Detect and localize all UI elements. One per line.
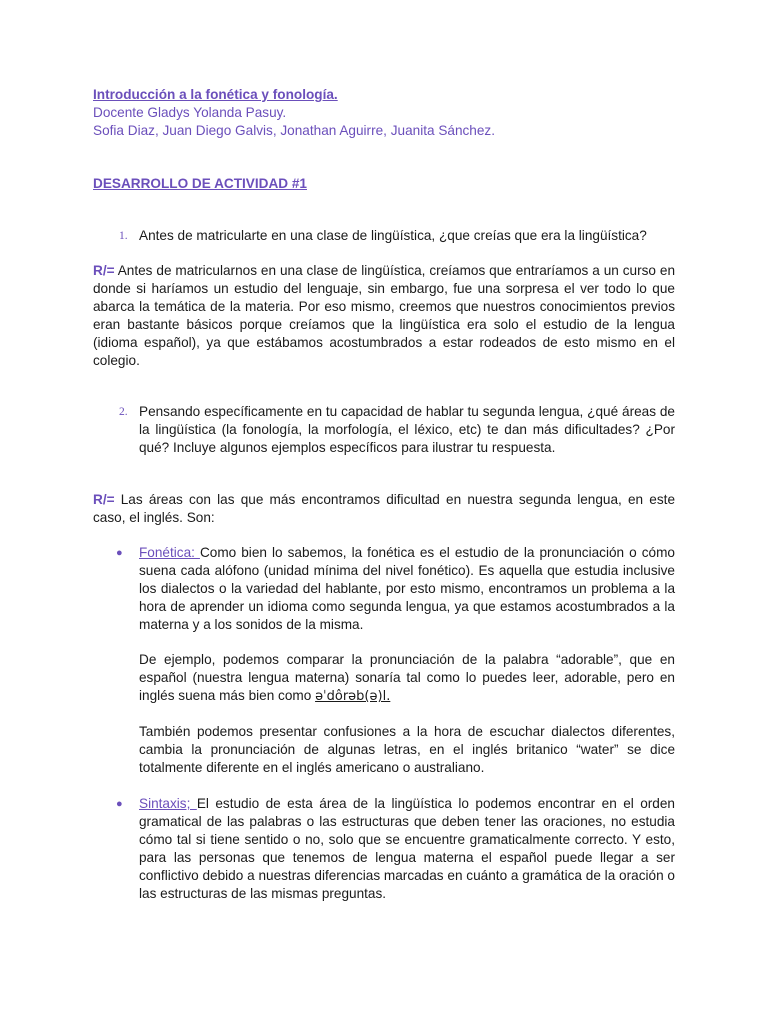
bullet-icon: ● <box>116 798 123 810</box>
area-text: Como bien lo sabemos, la fonética es el estudio de la pronunciación o cómo suena cada alófono (unidad mínima del nivel fonético). Es aquella que estudia inclusive los dialectos o la variedad del hablante, por esto mismo, encontramos un problema a la hora de aprender un idioma como segunda lengua, ya que estamos acostumbrados a la materna y a los sonidos de la misma. <box>139 545 675 632</box>
answer-paragraph <box>93 262 675 370</box>
question-number: 1. <box>119 230 128 242</box>
question-text: Antes de matricularte en una clase de lingüística, ¿que creías que era la lingüística? <box>139 228 647 243</box>
answer-1 <box>93 262 675 370</box>
example-paragraph <box>139 651 675 706</box>
activity-heading <box>93 175 675 193</box>
activity-title: DESARROLLO DE ACTIVIDAD #1 <box>93 176 307 191</box>
answer-label: R/= <box>93 492 115 507</box>
area-phonetics-extra <box>93 723 675 777</box>
question-text: Pensando específicamente en tu capacidad de hablar tu segunda lengua, ¿qué áreas de la lingüística (la fonología, la morfología, el léxico, etc) te dan más dificultades? ¿Por qué? Incluye algunos ejemplos específicos para ilustrar tu respuesta. <box>139 404 675 455</box>
area-term: Fonética: <box>139 545 200 560</box>
extra-paragraph: También podemos presentar confusiones a la hora de escuchar dialectos diferentes, cambia la pronunciación de algunas letras, en el inglés britanico “water” se dice totalmente diferente en el inglés americano o australiano. <box>139 724 675 775</box>
answer-paragraph <box>93 491 675 527</box>
area-text: El estudio de esta área de la lingüística lo podemos encontrar en el orden gramatical de las palabras o las estructuras que deben tener las oraciones, no estudia cómo tal si tiene sentido o no, solo que se encuentre gramaticalmente correcto. Y esto, para las personas que tenemos de lengua materna el español puede llegar a ser conflictivo debido a nuestras diferencias marcadas en cuánto a gramática de la oración o las estructuras de las mismas preguntas. <box>139 796 675 901</box>
area-description <box>139 795 675 903</box>
course-title: Introducción a la fonética y fonología. <box>93 87 338 102</box>
answer-text: Las áreas con las que más encontramos dificultad en nuestra segunda lengua, en este caso, el inglés. Son: <box>93 492 675 525</box>
author-names: Sofia Diaz, Juan Diego Galvis, Jonathan Aguirre, Juanita Sánchez. <box>93 123 496 138</box>
question-number: 2. <box>119 406 128 418</box>
question-1 <box>93 227 675 245</box>
bullet-icon: ● <box>116 547 123 559</box>
answer-label: R/= <box>93 263 115 278</box>
ipa-transcription: əˈdôrəb(ə)l. <box>315 689 391 704</box>
document-header <box>93 86 675 140</box>
area-phonetics-example <box>93 651 675 706</box>
area-term: Sintaxis; <box>139 796 197 811</box>
question-2 <box>93 403 675 457</box>
area-description <box>139 544 675 634</box>
answer-text: Antes de matricularnos en una clase de lingüística, creíamos que entraríamos a un curso en donde si haríamos un estudio del lenguaje, sin embargo, fue una sorpresa el ver todo lo que abarca la temática de la materia. Por eso mismo, creemos que nuestros conocimientos previos eran bastante básicos porque creíamos que la lingüística era solo el estudio de la lengua (idioma español), ya que estábamos acostumbrados a estar rodeados de esto mismo en el colegio. <box>93 263 675 368</box>
area-phonetics <box>93 544 675 634</box>
example-text: De ejemplo, podemos comparar la pronunciación de la palabra “adorable”, que en español (nuestra lengua materna) sonaría tal como lo puedes leer, adorable, pero en inglés suena más bien como <box>139 652 675 703</box>
teacher-name: Docente Gladys Yolanda Pasuy. <box>93 105 287 120</box>
answer-2 <box>93 491 675 527</box>
area-syntax <box>93 795 675 903</box>
